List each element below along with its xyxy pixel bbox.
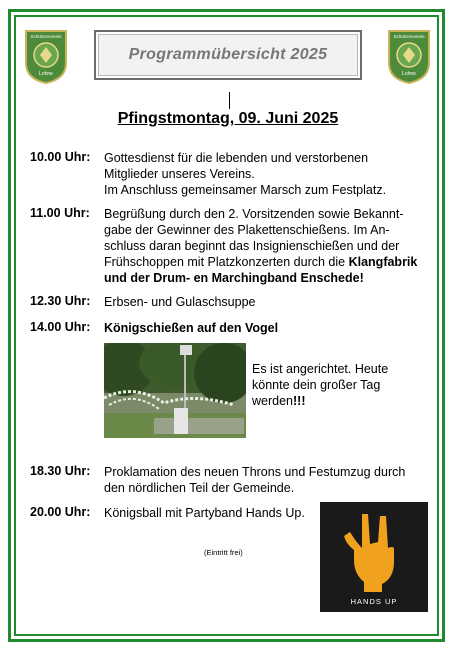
photo-caption-line-1: Es ist angerichtet. Heute <box>252 362 389 376</box>
item-1100-line-3: schluss daran beginnt das Insignienschießen und der <box>104 239 400 253</box>
title-box <box>94 30 362 80</box>
badge-left-bottom-text: Lohne <box>39 71 53 77</box>
band-name-klangfabrik: Klangfabrik <box>348 255 418 269</box>
item-1000-line-2: Mitglieder unseres Vereins. <box>104 167 255 181</box>
photo-caption-line-3-text: werden <box>252 394 293 408</box>
band-name-enschede: und der Drum- en Marchingband Enschede! <box>104 271 364 285</box>
item-1100-line-1: Begrüßung durch den 2. Vorsitzenden sowie Bekannt- <box>104 207 404 221</box>
item-1100-line-5 <box>104 270 434 286</box>
item-1000 <box>104 150 434 198</box>
item-1400: Königschießen auf den Vogel <box>104 321 279 335</box>
photo-caption <box>252 361 402 409</box>
hands-up-text: HANDS UP <box>350 597 398 606</box>
time-1100: 11.00 Uhr: <box>30 206 90 220</box>
item-1100-line-4-text: Frühschoppen mit Platzkonzerten durch die <box>104 255 346 269</box>
item-1000-line-1: Gottesdienst für die lebenden und verstorbenen <box>104 151 369 165</box>
festival-ground-photo <box>104 343 246 438</box>
club-badge-right <box>385 27 433 85</box>
photo-caption-line-2: könnte dein großer Tag <box>252 378 381 392</box>
time-1230: 12.30 Uhr: <box>30 294 91 308</box>
item-1230: Erbsen- und Gulaschsuppe <box>104 295 256 309</box>
item-2000: Königsball mit Partyband Hands Up. <box>104 506 305 520</box>
page-title: Programmübersicht 2025 <box>128 46 328 63</box>
item-1100 <box>104 206 434 286</box>
text-cursor <box>229 92 230 109</box>
photo-caption-exclaim: !!! <box>293 394 306 408</box>
time-1400: 14.00 Uhr: <box>30 320 91 334</box>
badge-left-top-text: Schützenverein <box>30 34 62 39</box>
badge-right-top-text: Schützenverein <box>393 34 425 39</box>
event-date: Pfingstmontag, 09. Juni 2025 <box>117 110 339 127</box>
badge-right-bottom-text: Lohne <box>402 71 416 77</box>
item-1830-line-1: Proklamation des neuen Throns und Festumzug durch <box>104 465 406 479</box>
hands-up-logo <box>320 502 428 612</box>
photo-caption-line-3 <box>252 393 402 409</box>
item-1830 <box>104 464 434 496</box>
club-badge-left <box>22 27 70 85</box>
item-1100-line-4 <box>104 254 434 270</box>
item-1100-line-2: gabe der Gewinner des Plakettenschießens. Im An- <box>104 223 390 237</box>
time-1830: 18.30 Uhr: <box>30 464 91 478</box>
time-1000: 10.00 Uhr: <box>30 150 91 164</box>
item-1830-line-2: den nördlichen Teil der Gemeinde. <box>104 481 295 495</box>
item-1000-line-3: Im Anschluss gemeinsamer Marsch zum Festplatz. <box>104 183 387 197</box>
time-2000: 20.00 Uhr: <box>30 505 91 519</box>
entry-note: (Eintritt frei) <box>204 548 243 557</box>
